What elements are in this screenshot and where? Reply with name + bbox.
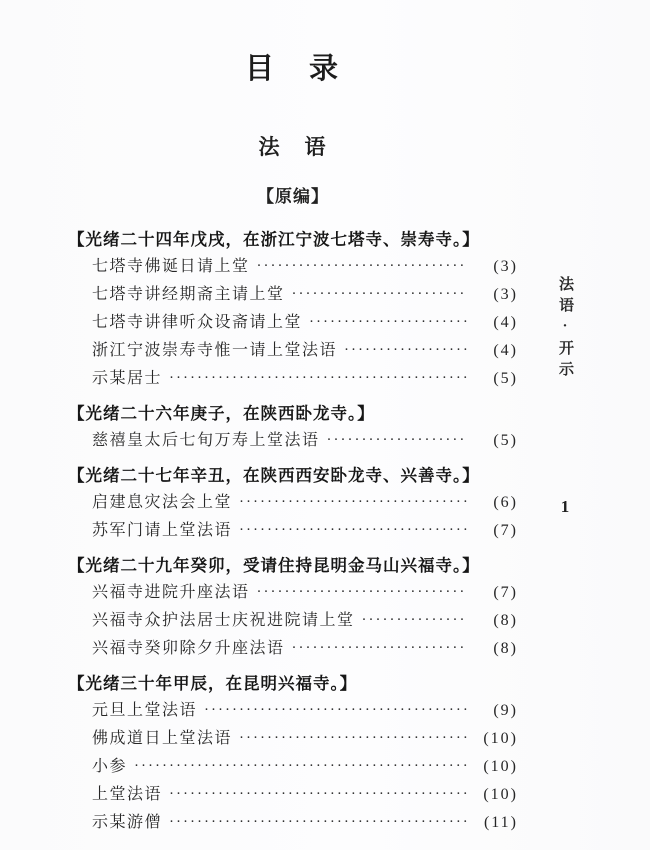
toc-page-content <box>68 0 518 837</box>
dot-leader <box>292 635 468 662</box>
toc-group <box>68 462 518 545</box>
toc-entry <box>68 607 518 635</box>
toc-entry <box>68 781 518 809</box>
toc-list <box>68 226 518 837</box>
toc-entry-title: 佛成道日上堂法语 <box>92 730 233 747</box>
toc-entry <box>68 579 518 607</box>
toc-entry-page: (5) <box>493 432 518 449</box>
toc-entry <box>68 365 518 393</box>
dot-leader <box>239 517 468 544</box>
toc-entry-title: 兴福寺癸卯除夕升座法语 <box>92 640 285 657</box>
dot-leader <box>134 753 468 780</box>
toc-entry-page: (7) <box>493 522 518 539</box>
section-title: 法 语 <box>258 135 328 159</box>
toc-entry <box>68 697 518 725</box>
dot-leader <box>309 309 468 336</box>
dot-leader <box>204 697 468 724</box>
toc-entry-title: 元旦上堂法语 <box>92 702 198 719</box>
toc-group-heading: 【光绪二十九年癸卯，受请住持昆明金马山兴福寺。】 <box>68 556 480 575</box>
toc-group-entries <box>68 579 518 663</box>
toc-entry-title: 示某游僧 <box>92 814 163 831</box>
toc-entry-page: (6) <box>493 494 518 511</box>
dot-leader <box>169 365 468 392</box>
toc-entry-page: (3) <box>493 286 518 303</box>
dot-leader <box>292 281 468 308</box>
toc-entry <box>68 489 518 517</box>
toc-entry-page: (4) <box>493 314 518 331</box>
toc-group-heading: 【光绪二十六年庚子，在陕西卧龙寺。】 <box>68 404 375 423</box>
dot-leader <box>169 781 468 808</box>
toc-entry-page: (10) <box>483 730 518 747</box>
toc-entry-page: (7) <box>493 584 518 601</box>
toc-entry-page: (11) <box>483 814 518 831</box>
toc-entry <box>68 517 518 545</box>
toc-entry-page: (5) <box>493 370 518 387</box>
toc-group-heading: 【光绪二十七年辛丑，在陕西西安卧龙寺、兴善寺。】 <box>68 466 480 485</box>
toc-entry-title: 慈禧皇太后七旬万寿上堂法语 <box>92 432 320 449</box>
toc-group-entries <box>68 253 518 393</box>
toc-entry-page: (3) <box>493 258 518 275</box>
toc-entry-title: 浙江宁波崇寿寺惟一请上堂法语 <box>92 342 338 359</box>
toc-entry-page: (4) <box>493 342 518 359</box>
toc-entry <box>68 337 518 365</box>
toc-entry <box>68 253 518 281</box>
dot-leader <box>327 427 468 454</box>
toc-group <box>68 226 518 393</box>
toc-group <box>68 400 518 455</box>
toc-entry-title: 上堂法语 <box>92 786 163 803</box>
dot-leader <box>257 579 468 606</box>
toc-group-entries <box>68 489 518 545</box>
toc-group-heading: 【光绪二十四年戊戌，在浙江宁波七塔寺、崇寿寺。】 <box>68 230 480 249</box>
toc-entry-page: (9) <box>493 702 518 719</box>
toc-entry <box>68 753 518 781</box>
edition-label: 【原编】 <box>257 187 329 206</box>
toc-group <box>68 552 518 663</box>
dot-leader <box>257 253 468 280</box>
toc-entry-title: 启建息灾法会上堂 <box>92 494 233 511</box>
toc-entry-title: 苏军门请上堂法语 <box>92 522 233 539</box>
dot-leader <box>239 725 468 752</box>
toc-entry <box>68 309 518 337</box>
toc-group-entries <box>68 697 518 837</box>
toc-entry <box>68 725 518 753</box>
toc-entry-title: 兴福寺进院升座法语 <box>92 584 250 601</box>
toc-entry-page: (10) <box>483 758 518 775</box>
dot-leader <box>344 337 468 364</box>
side-page-number: 1 <box>560 497 570 516</box>
toc-entry <box>68 809 518 837</box>
toc-entry-title: 小参 <box>92 758 128 775</box>
toc-entry <box>68 427 518 455</box>
toc-entry <box>68 281 518 309</box>
toc-entry-page: (8) <box>493 612 518 629</box>
toc-entry-title: 七塔寺讲经期斋主请上堂 <box>92 286 285 303</box>
toc-entry-title: 示某居士 <box>92 370 163 387</box>
toc-group-heading: 【光绪三十年甲辰，在昆明兴福寺。】 <box>68 674 358 693</box>
page-title: 目 录 <box>244 53 341 85</box>
toc-entry-title: 七塔寺讲律听众设斋请上堂 <box>92 314 303 331</box>
toc-entry <box>68 635 518 663</box>
toc-entry-page: (10) <box>483 786 518 803</box>
dot-leader <box>239 489 468 516</box>
toc-entry-page: (8) <box>493 640 518 657</box>
toc-entry-title: 七塔寺佛诞日请上堂 <box>92 258 250 275</box>
toc-group-entries <box>68 427 518 455</box>
dot-leader <box>169 809 468 836</box>
toc-group <box>68 670 518 837</box>
toc-entry-title: 兴福寺众护法居士庆祝进院请上堂 <box>92 612 355 629</box>
side-tab-label: 法语·开示 <box>557 276 573 382</box>
dot-leader <box>362 607 468 634</box>
